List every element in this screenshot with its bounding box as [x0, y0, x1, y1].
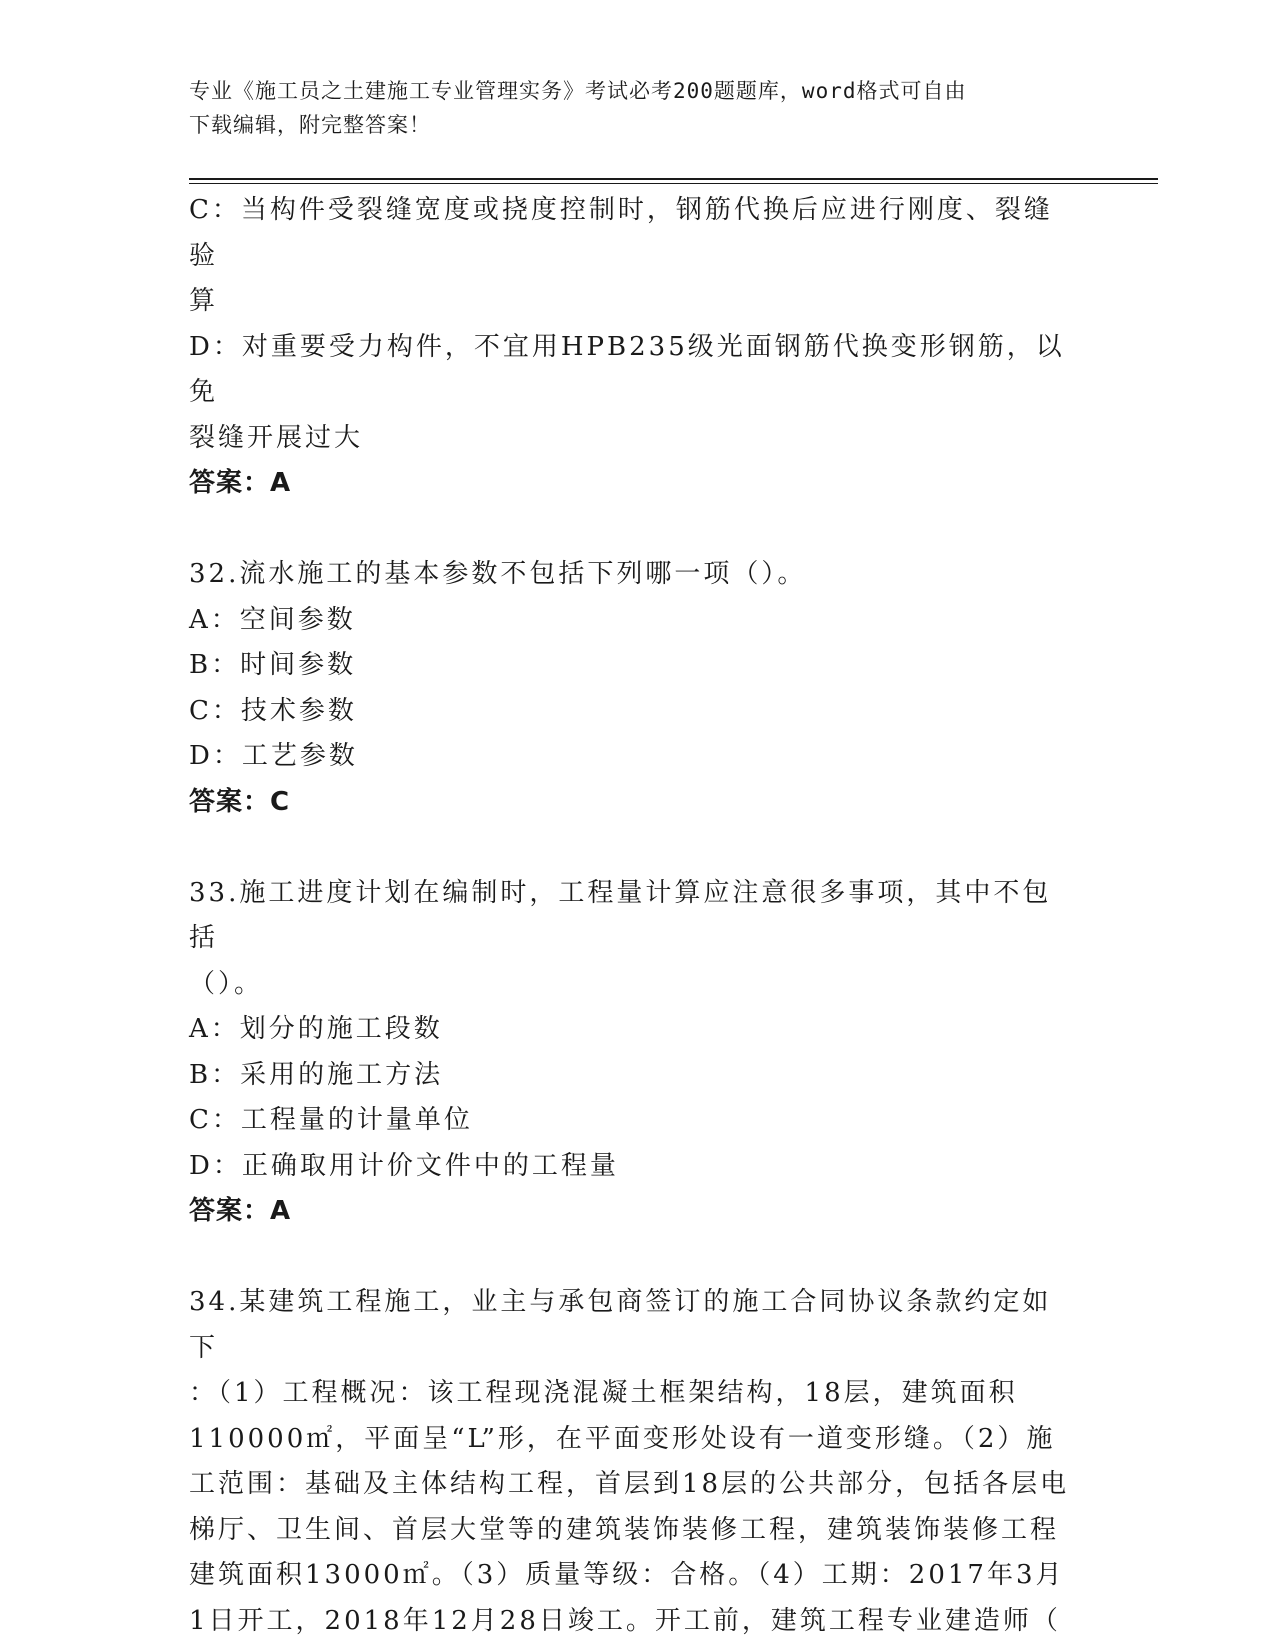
q34-line-6: 建筑面积13000㎡。（3）质量等级：合格。（4）工期：2017年3月: [189, 1560, 1065, 1590]
document-body: [189, 188, 1079, 1644]
question-34: [189, 1280, 1079, 1644]
q33-question-line-1: 33.施工进度计划在编制时，工程量计算应注意很多事项，其中不包括: [189, 877, 1052, 953]
q33-option-c: C：工程量的计量单位: [189, 1105, 473, 1135]
q32-option-b: B：时间参数: [189, 650, 357, 680]
q31-option-c-line-1: C：当构件受裂缝宽度或挠度控制时，钢筋代换后应进行刚度、裂缝验: [189, 195, 1053, 271]
q34-line-7: 1日开工，2018年12月28日竣工。开工前，建筑工程专业建造师（: [189, 1605, 1061, 1636]
spacer: [189, 825, 1079, 871]
q33-option-d: D：正确取用计价文件中的工程量: [189, 1150, 619, 1181]
q31-option-d-line-1: D：对重要受力构件，不宜用HPB235级光面钢筋代换变形钢筋，以免: [189, 331, 1065, 407]
spacer: [189, 507, 1079, 553]
document-header: [189, 74, 1069, 142]
q33-option-b: B：采用的施工方法: [189, 1059, 444, 1090]
header-line-2: 下载编辑，附完整答案！: [189, 113, 431, 137]
question-31-continuation: [189, 188, 1079, 507]
spacer: [189, 1235, 1079, 1281]
q31-option-d-line-2: 裂缝开展过大: [189, 422, 364, 453]
q31-option-c-line-2: 算: [189, 286, 219, 316]
q31-answer: 答案：A: [189, 468, 292, 498]
q32-answer: 答案：C: [189, 786, 291, 817]
q33-option-a: A：划分的施工段数: [189, 1014, 443, 1044]
q32-question: 32.流水施工的基本参数不包括下列哪一项（）。: [189, 559, 807, 589]
q34-line-5: 梯厅、卫生间、首层大堂等的建筑装饰装修工程，建筑装饰装修工程: [189, 1514, 1060, 1545]
q34-line-1: 34.某建筑工程施工，业主与承包商签订的施工合同协议条款约定如下: [189, 1287, 1052, 1363]
q34-line-2: ：（1）工程概况：该工程现浇混凝土框架结构，18层，建筑面积: [189, 1378, 1018, 1408]
question-32: [189, 552, 1079, 825]
q34-line-4: 工范围：基础及主体结构工程，首层到18层的公共部分，包括各层电: [189, 1469, 1070, 1499]
q32-option-c: C：技术参数: [189, 695, 357, 726]
q34-line-3: 110000㎡，平面呈“L”形，在平面变形处设有一道变形缝。（2）施: [189, 1423, 1056, 1454]
q32-option-a: A：空间参数: [189, 604, 356, 635]
q33-question-line-2: （）。: [189, 968, 264, 999]
header-divider-thin: [189, 183, 1158, 184]
header-line-1: 专业《施工员之土建施工专业管理实务》考试必考200题题库，word格式可自由: [189, 79, 967, 103]
q33-answer: 答案：A: [189, 1196, 292, 1226]
header-divider-thick: [189, 178, 1158, 180]
q32-option-d: D：工艺参数: [189, 741, 358, 771]
question-33: [189, 871, 1079, 1235]
